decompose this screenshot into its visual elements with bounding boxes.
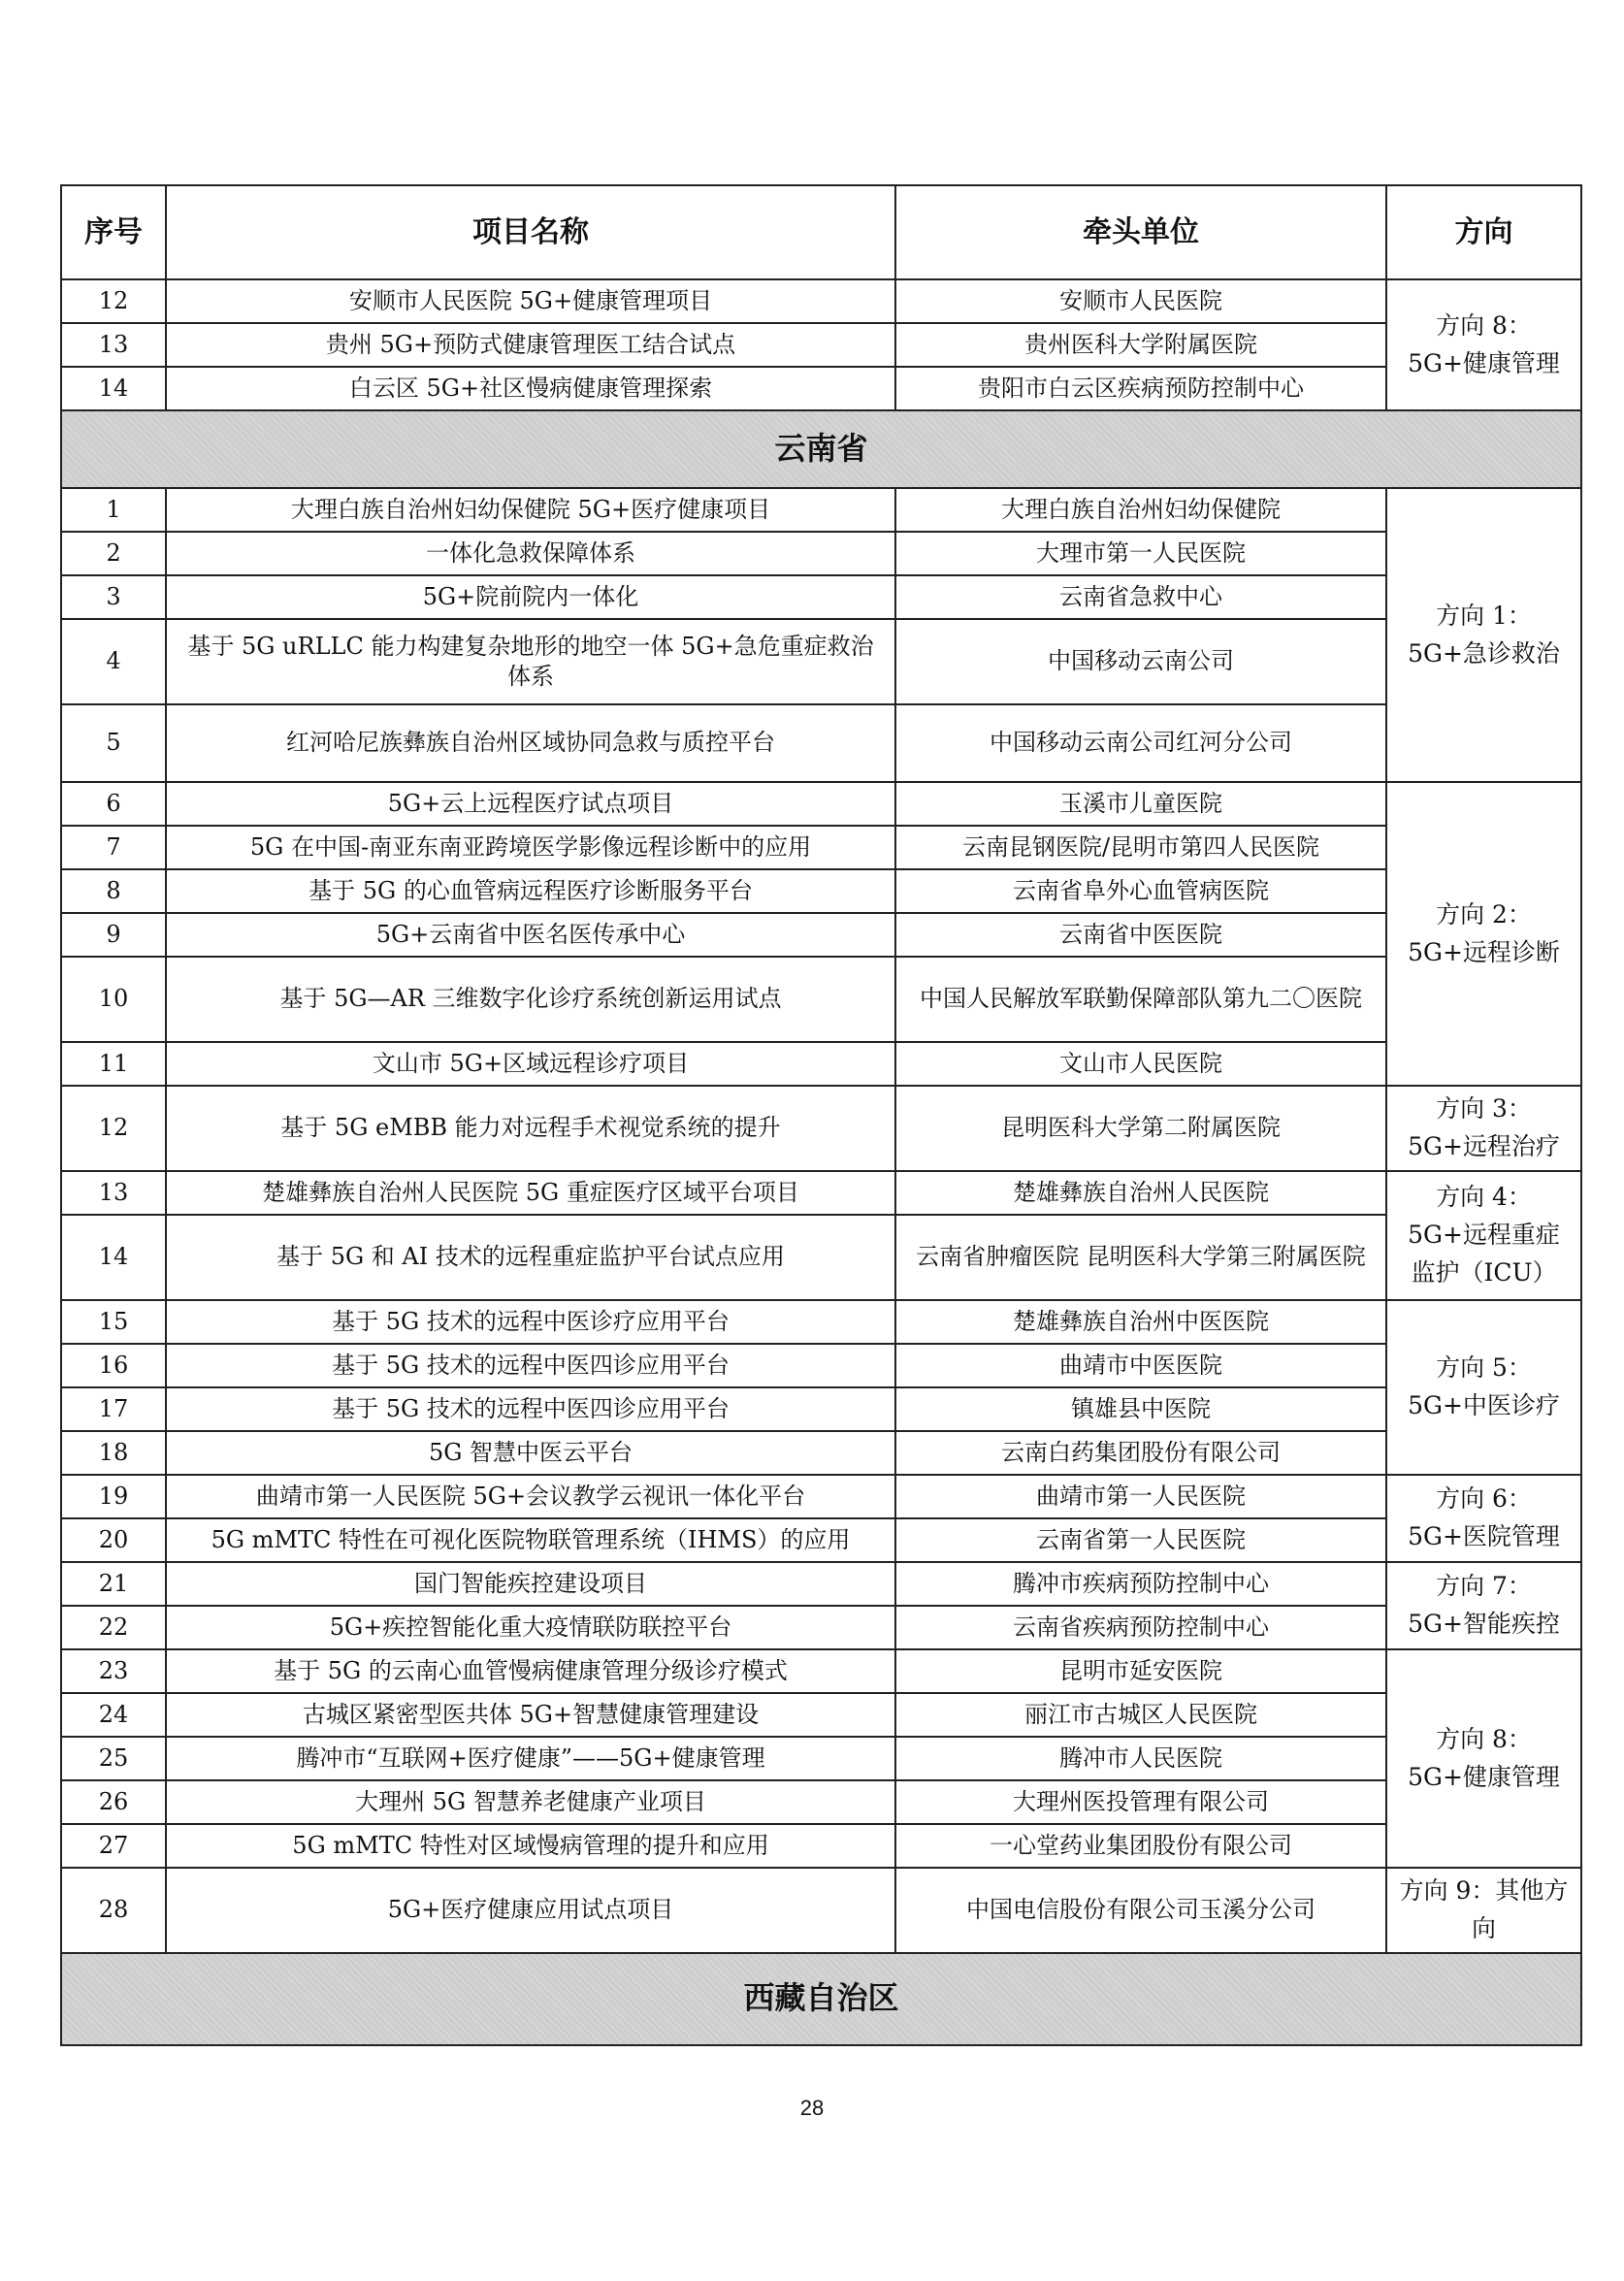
header-org: 牵头单位 <box>895 185 1386 279</box>
org-cell: 镇雄县中医院 <box>895 1387 1386 1431</box>
org-cell: 腾冲市人民医院 <box>895 1737 1386 1780</box>
table-row <box>61 488 1581 532</box>
org-cell: 云南省中医医院 <box>895 913 1386 957</box>
seq-cell: 1 <box>61 488 166 532</box>
org-cell: 昆明市延安医院 <box>895 1649 1386 1693</box>
seq-cell: 19 <box>61 1475 166 1518</box>
org-cell: 大理州医投管理有限公司 <box>895 1780 1386 1824</box>
seq-cell: 13 <box>61 323 166 367</box>
name-cell: 文山市 5G+区域远程诊疗项目 <box>166 1042 895 1086</box>
seq-cell: 15 <box>61 1300 166 1344</box>
seq-cell: 10 <box>61 957 166 1042</box>
seq-cell: 22 <box>61 1606 166 1649</box>
seq-cell: 9 <box>61 913 166 957</box>
table-row <box>61 1824 1581 1868</box>
table-header-row <box>61 185 1581 279</box>
table-row <box>61 1042 1581 1086</box>
header-name: 项目名称 <box>166 185 895 279</box>
seq-cell: 12 <box>61 1086 166 1171</box>
table-row <box>61 1518 1581 1562</box>
name-cell: 5G 在中国-南亚东南亚跨境医学影像远程诊断中的应用 <box>166 826 895 869</box>
table-row <box>61 1606 1581 1649</box>
seq-cell: 25 <box>61 1737 166 1780</box>
org-cell: 中国移动云南公司 <box>895 619 1386 704</box>
org-cell: 云南省急救中心 <box>895 575 1386 619</box>
table-row <box>61 782 1581 826</box>
seq-cell: 16 <box>61 1344 166 1387</box>
org-cell: 曲靖市中医医院 <box>895 1344 1386 1387</box>
seq-cell: 5 <box>61 704 166 782</box>
seq-cell: 3 <box>61 575 166 619</box>
seq-cell: 20 <box>61 1518 166 1562</box>
seq-cell: 4 <box>61 619 166 704</box>
direction-cell: 方向 9：其他方向 <box>1386 1868 1581 1953</box>
name-cell: 基于 5G 和 AI 技术的远程重症监护平台试点应用 <box>166 1215 895 1300</box>
table-row <box>61 1562 1581 1606</box>
name-cell: 5G mMTC 特性在可视化医院物联管理系统（IHMS）的应用 <box>166 1518 895 1562</box>
name-cell: 5G 智慧中医云平台 <box>166 1431 895 1475</box>
table-row <box>61 1215 1581 1300</box>
org-cell: 大理白族自治州妇幼保健院 <box>895 488 1386 532</box>
table-row <box>61 619 1581 704</box>
header-seq: 序号 <box>61 185 166 279</box>
table-row <box>61 1344 1581 1387</box>
org-cell: 中国电信股份有限公司玉溪分公司 <box>895 1868 1386 1953</box>
name-cell: 一体化急救保障体系 <box>166 532 895 575</box>
province-title-yunnan: 云南省 <box>61 410 1581 488</box>
header-dir: 方向 <box>1386 185 1581 279</box>
seq-cell: 26 <box>61 1780 166 1824</box>
name-cell: 5G+医疗健康应用试点项目 <box>166 1868 895 1953</box>
seq-cell: 8 <box>61 869 166 913</box>
name-cell: 5G+云上远程医疗试点项目 <box>166 782 895 826</box>
org-cell: 中国人民解放军联勤保障部队第九二〇医院 <box>895 957 1386 1042</box>
org-cell: 玉溪市儿童医院 <box>895 782 1386 826</box>
org-cell: 一心堂药业集团股份有限公司 <box>895 1824 1386 1868</box>
org-cell: 云南省疾病预防控制中心 <box>895 1606 1386 1649</box>
org-cell: 云南省阜外心血管病医院 <box>895 869 1386 913</box>
table-row <box>61 279 1581 323</box>
seq-cell: 17 <box>61 1387 166 1431</box>
org-cell: 楚雄彝族自治州人民医院 <box>895 1171 1386 1215</box>
province-header-row <box>61 1953 1581 2045</box>
direction-cell: 方向 1：5G+急诊救治 <box>1386 488 1581 782</box>
direction-cell: 方向 8：5G+健康管理 <box>1386 279 1581 410</box>
direction-cell: 方向 7：5G+智能疾控 <box>1386 1562 1581 1649</box>
table-row <box>61 323 1581 367</box>
seq-cell: 18 <box>61 1431 166 1475</box>
direction-cell: 方向 6：5G+医院管理 <box>1386 1475 1581 1562</box>
org-cell: 腾冲市疾病预防控制中心 <box>895 1562 1386 1606</box>
direction-cell: 方向 5：5G+中医诊疗 <box>1386 1300 1581 1475</box>
org-cell: 贵阳市白云区疾病预防控制中心 <box>895 367 1386 410</box>
table-row <box>61 1475 1581 1518</box>
table-row <box>61 826 1581 869</box>
org-cell: 中国移动云南公司红河分公司 <box>895 704 1386 782</box>
name-cell: 楚雄彝族自治州人民医院 5G 重症医疗区域平台项目 <box>166 1171 895 1215</box>
seq-cell: 12 <box>61 279 166 323</box>
table-row <box>61 1300 1581 1344</box>
direction-cell: 方向 3：5G+远程治疗 <box>1386 1086 1581 1171</box>
name-cell: 红河哈尼族彝族自治州区域协同急救与质控平台 <box>166 704 895 782</box>
name-cell: 基于 5G uRLLC 能力构建复杂地形的地空一体 5G+急危重症救治体系 <box>166 619 895 704</box>
province-title-xizang: 西藏自治区 <box>61 1953 1581 2045</box>
name-cell: 贵州 5G+预防式健康管理医工结合试点 <box>166 323 895 367</box>
table-row <box>61 1387 1581 1431</box>
name-cell: 基于 5G eMBB 能力对远程手术视觉系统的提升 <box>166 1086 895 1171</box>
seq-cell: 6 <box>61 782 166 826</box>
seq-cell: 24 <box>61 1693 166 1737</box>
direction-cell: 方向 2：5G+远程诊断 <box>1386 782 1581 1086</box>
org-cell: 楚雄彝族自治州中医医院 <box>895 1300 1386 1344</box>
seq-cell: 11 <box>61 1042 166 1086</box>
seq-cell: 23 <box>61 1649 166 1693</box>
name-cell: 白云区 5G+社区慢病健康管理探索 <box>166 367 895 410</box>
table-row <box>61 367 1581 410</box>
seq-cell: 14 <box>61 367 166 410</box>
org-cell: 丽江市古城区人民医院 <box>895 1693 1386 1737</box>
org-cell: 云南省肿瘤医院 昆明医科大学第三附属医院 <box>895 1215 1386 1300</box>
name-cell: 5G+疾控智能化重大疫情联防联控平台 <box>166 1606 895 1649</box>
province-header-row <box>61 410 1581 488</box>
org-cell: 云南白药集团股份有限公司 <box>895 1431 1386 1475</box>
seq-cell: 21 <box>61 1562 166 1606</box>
project-table <box>60 184 1582 2046</box>
name-cell: 国门智能疾控建设项目 <box>166 1562 895 1606</box>
org-cell: 文山市人民医院 <box>895 1042 1386 1086</box>
name-cell: 基于 5G 的云南心血管慢病健康管理分级诊疗模式 <box>166 1649 895 1693</box>
table-row <box>61 1431 1581 1475</box>
name-cell: 曲靖市第一人民医院 5G+会议教学云视讯一体化平台 <box>166 1475 895 1518</box>
org-cell: 贵州医科大学附属医院 <box>895 323 1386 367</box>
name-cell: 5G+院前院内一体化 <box>166 575 895 619</box>
table-row <box>61 1693 1581 1737</box>
table-row <box>61 913 1581 957</box>
name-cell: 基于 5G 技术的远程中医四诊应用平台 <box>166 1344 895 1387</box>
seq-cell: 27 <box>61 1824 166 1868</box>
seq-cell: 2 <box>61 532 166 575</box>
table-row <box>61 1649 1581 1693</box>
org-cell: 云南省第一人民医院 <box>895 1518 1386 1562</box>
name-cell: 腾冲市“互联网+医疗健康”——5G+健康管理 <box>166 1737 895 1780</box>
name-cell: 大理州 5G 智慧养老健康产业项目 <box>166 1780 895 1824</box>
direction-cell: 方向 4：5G+远程重症监护（ICU） <box>1386 1171 1581 1300</box>
seq-cell: 13 <box>61 1171 166 1215</box>
table-row <box>61 1171 1581 1215</box>
name-cell: 安顺市人民医院 5G+健康管理项目 <box>166 279 895 323</box>
table-row <box>61 575 1581 619</box>
name-cell: 基于 5G 技术的远程中医四诊应用平台 <box>166 1387 895 1431</box>
table-row <box>61 869 1581 913</box>
org-cell: 大理市第一人民医院 <box>895 532 1386 575</box>
table-row <box>61 957 1581 1042</box>
table-row <box>61 704 1581 782</box>
name-cell: 大理白族自治州妇幼保健院 5G+医疗健康项目 <box>166 488 895 532</box>
direction-cell: 方向 8：5G+健康管理 <box>1386 1649 1581 1868</box>
name-cell: 古城区紧密型医共体 5G+智慧健康管理建设 <box>166 1693 895 1737</box>
name-cell: 基于 5G 技术的远程中医诊疗应用平台 <box>166 1300 895 1344</box>
table-row <box>61 1086 1581 1171</box>
table-row <box>61 532 1581 575</box>
name-cell: 基于 5G—AR 三维数字化诊疗系统创新运用试点 <box>166 957 895 1042</box>
name-cell: 5G+云南省中医名医传承中心 <box>166 913 895 957</box>
name-cell: 5G mMTC 特性对区域慢病管理的提升和应用 <box>166 1824 895 1868</box>
seq-cell: 14 <box>61 1215 166 1300</box>
org-cell: 曲靖市第一人民医院 <box>895 1475 1386 1518</box>
name-cell: 基于 5G 的心血管病远程医疗诊断服务平台 <box>166 869 895 913</box>
table-row <box>61 1780 1581 1824</box>
table-row <box>61 1868 1581 1953</box>
seq-cell: 28 <box>61 1868 166 1953</box>
page-number: 28 <box>799 2096 825 2120</box>
org-cell: 安顺市人民医院 <box>895 279 1386 323</box>
org-cell: 云南昆钢医院/昆明市第四人民医院 <box>895 826 1386 869</box>
org-cell: 昆明医科大学第二附属医院 <box>895 1086 1386 1171</box>
table-row <box>61 1737 1581 1780</box>
seq-cell: 7 <box>61 826 166 869</box>
